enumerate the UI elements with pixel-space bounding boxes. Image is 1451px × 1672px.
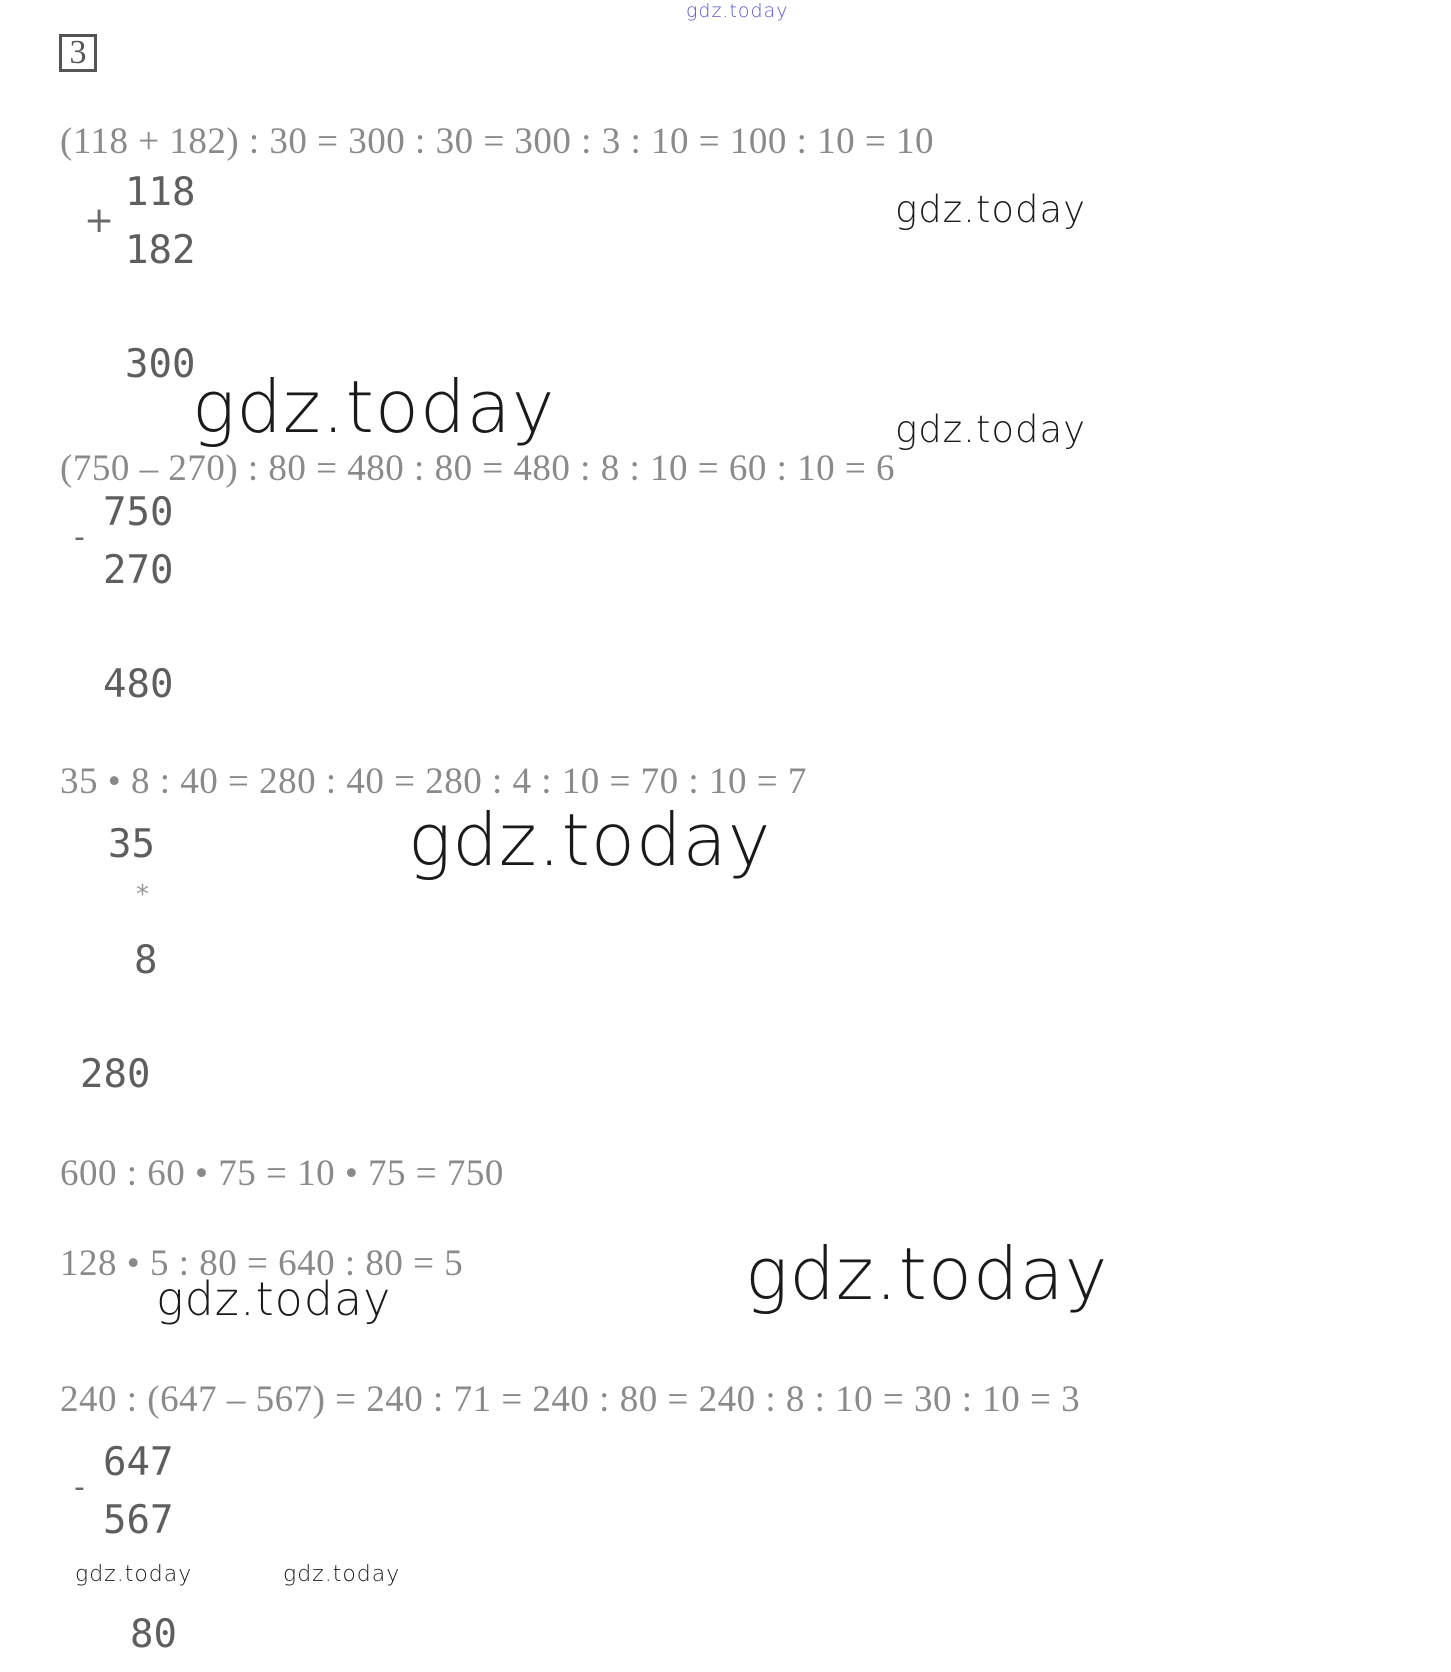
column-bottom-6: 567 bbox=[103, 1498, 174, 1543]
watermark: gdz.today bbox=[895, 408, 1087, 451]
expression-2: (750 – 270) : 80 = 480 : 80 = 480 : 8 : 10 = 60 : 10 = 6 bbox=[60, 448, 896, 489]
column-bottom-3: 8 bbox=[134, 938, 158, 983]
column-result-2: 480 bbox=[103, 662, 174, 707]
expression-6: 240 : (647 – 567) = 240 : 71 = 240 : 80 = 240 : 8 : 10 = 30 : 10 = 3 bbox=[60, 1379, 1081, 1420]
column-bottom-1: 182 bbox=[125, 228, 196, 273]
column-result-6: 80 bbox=[130, 1612, 177, 1657]
header-watermark: gdz.today bbox=[686, 0, 789, 22]
watermark: gdz.today bbox=[156, 1272, 392, 1326]
column-sign-2: - bbox=[74, 520, 85, 555]
watermark: gdz.today bbox=[75, 1562, 193, 1587]
column-top-2: 750 bbox=[103, 490, 174, 535]
watermark: gdz.today bbox=[192, 365, 556, 449]
column-bottom-2: 270 bbox=[103, 548, 174, 593]
column-sign-1: + bbox=[84, 200, 115, 241]
watermark: gdz.today bbox=[895, 188, 1087, 231]
watermark: gdz.today bbox=[408, 798, 772, 882]
column-sign-6: - bbox=[74, 1470, 85, 1505]
expression-1: (118 + 182) : 30 = 300 : 30 = 300 : 3 : 10 = 100 : 10 = 10 bbox=[60, 121, 935, 162]
watermark: gdz.today bbox=[283, 1562, 401, 1587]
column-top-6: 647 bbox=[103, 1440, 174, 1485]
column-sign-3: * bbox=[136, 880, 149, 910]
column-result-1: 300 bbox=[125, 342, 196, 387]
column-result-3: 280 bbox=[80, 1052, 151, 1097]
expression-4: 600 : 60 • 75 = 10 • 75 = 750 bbox=[60, 1153, 504, 1194]
watermark: gdz.today bbox=[745, 1232, 1109, 1316]
expression-3: 35 • 8 : 40 = 280 : 40 = 280 : 4 : 10 = 70 : 10 = 7 bbox=[60, 761, 807, 802]
column-top-1: 118 bbox=[125, 170, 196, 215]
column-top-3: 35 bbox=[108, 822, 155, 867]
task-number: 3 bbox=[59, 34, 97, 72]
expression-5: 128 • 5 : 80 = 640 : 80 = 5 bbox=[60, 1243, 464, 1284]
